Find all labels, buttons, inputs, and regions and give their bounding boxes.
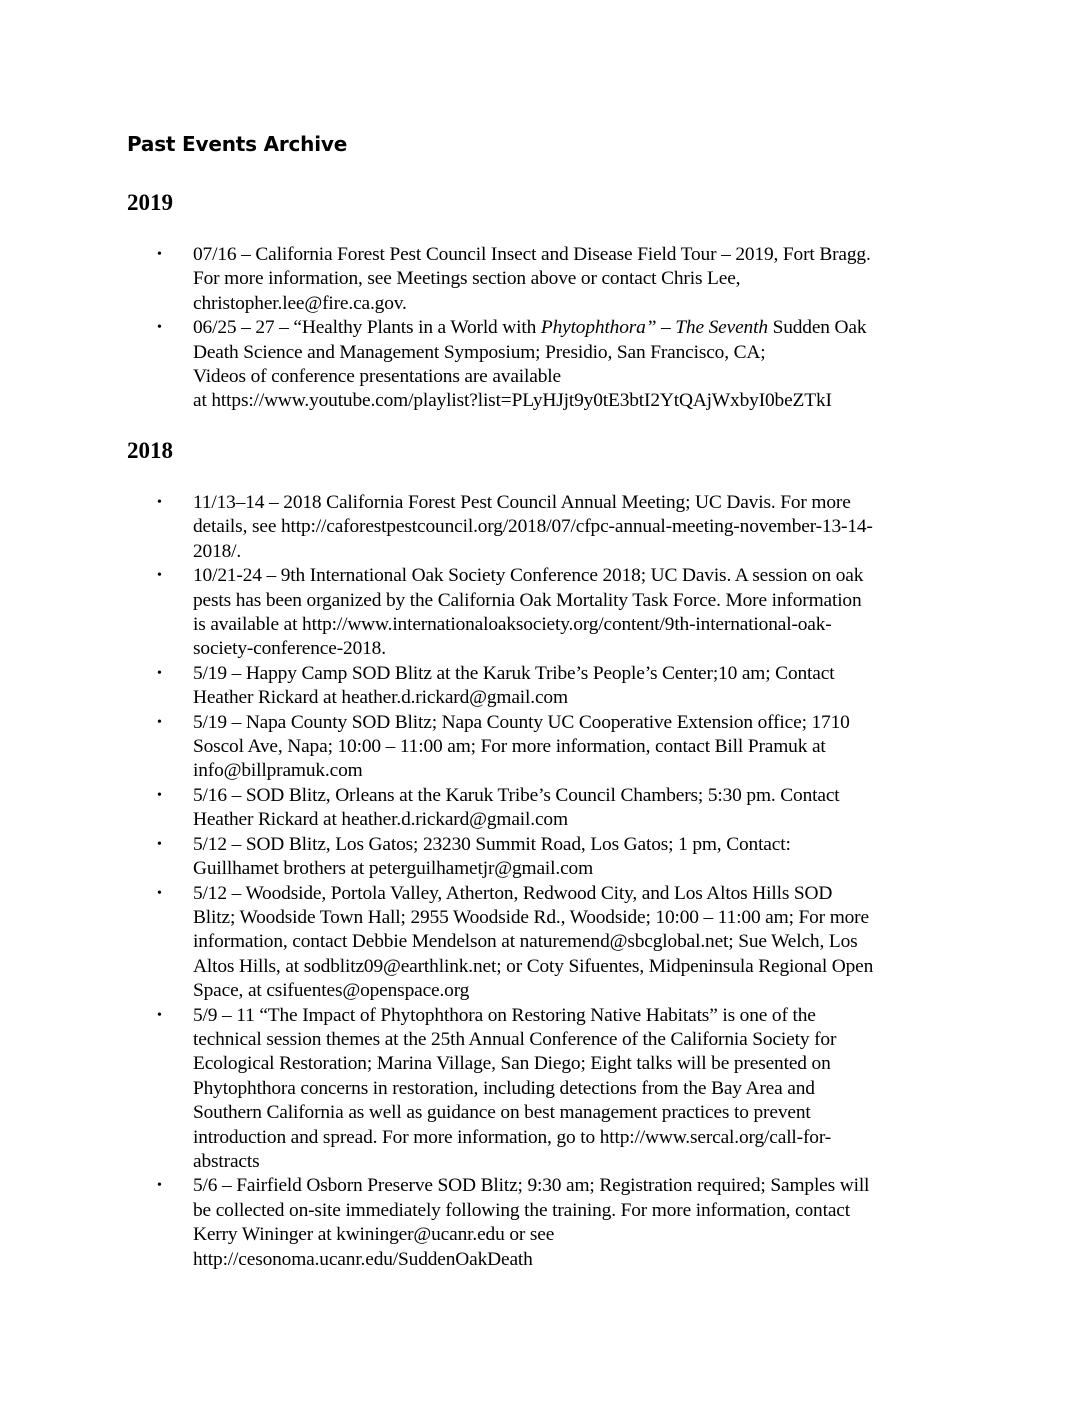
event-text-line: info@billpramuk.com bbox=[193, 760, 363, 782]
event-text-line: 10/21-24 – 9th International Oak Society Conference 2018; UC Davis. A session on oak bbox=[193, 565, 864, 587]
bullet-icon: • bbox=[157, 714, 162, 730]
event-item bbox=[127, 882, 965, 1004]
event-text-line: Space, at csifuentes@openspace.org bbox=[193, 980, 470, 1002]
event-text-line: Videos of conference presentations are available bbox=[193, 366, 561, 388]
event-text-line: 5/19 – Happy Camp SOD Blitz at the Karuk Tribe’s People’s Center;10 am; Contact bbox=[193, 662, 835, 684]
event-item bbox=[127, 316, 965, 414]
bullet-icon: • bbox=[157, 320, 162, 336]
event-text-line: Southern California as well as guidance on best management practices to prevent bbox=[193, 1102, 811, 1124]
event-item bbox=[127, 784, 965, 833]
event-text-line: 2018/. bbox=[193, 540, 242, 562]
event-item bbox=[127, 491, 965, 564]
section-2018 bbox=[127, 437, 967, 1272]
event-text-line: Ecological Restoration; Marina Village, San Diego; Eight talks will be presented on bbox=[193, 1053, 831, 1075]
event-list bbox=[127, 491, 967, 1272]
event-text-line: be collected on-site immediately following the training. For more information, contact bbox=[193, 1199, 850, 1221]
event-text-line: Altos Hills, at sodblitz09@earthlink.net; or Coty Sifuentes, Midpeninsula Regional Open bbox=[193, 955, 874, 977]
event-text-line: 5/19 – Napa County SOD Blitz; Napa County UC Cooperative Extension office; 1710 bbox=[193, 711, 850, 733]
bullet-icon: • bbox=[157, 1178, 162, 1194]
event-item bbox=[127, 243, 965, 316]
event-item bbox=[127, 1174, 965, 1272]
event-text-line: details, see http://caforestpestcouncil.org/2018/07/cfpc-annual-meeting-november-13-14- bbox=[193, 516, 873, 538]
event-text-line: society-conference-2018. bbox=[193, 638, 386, 660]
event-text-line: Blitz; Woodside Town Hall; 2955 Woodside Rd., Woodside; 10:00 – 11:00 am; For more bbox=[193, 906, 869, 928]
event-item bbox=[127, 711, 965, 784]
event-text-line: is available at http://www.internationaloaksociety.org/content/9th-international-oak- bbox=[193, 614, 832, 636]
event-text-line: 06/25 – 27 – “Healthy Plants in a World with Phytophthora” – The Seventh Sudden Oak bbox=[193, 317, 867, 339]
bullet-icon: • bbox=[157, 787, 162, 803]
page-title: Past Events Archive bbox=[127, 132, 348, 156]
event-text-line: christopher.lee@fire.ca.gov. bbox=[193, 292, 407, 314]
event-text-line: information, contact Debbie Mendelson at naturemend@sbcglobal.net; Sue Welch, Los bbox=[193, 931, 858, 953]
bullet-icon: • bbox=[157, 885, 162, 901]
year-heading: 2018 bbox=[127, 438, 173, 463]
year-heading: 2019 bbox=[127, 190, 173, 215]
section-2019 bbox=[127, 189, 967, 414]
event-text-line: http://cesonoma.ucanr.edu/SuddenOakDeath bbox=[193, 1248, 533, 1270]
event-text-line: Phytophthora concerns in restoration, including detections from the Bay Area and bbox=[193, 1077, 815, 1099]
bullet-icon: • bbox=[157, 1007, 162, 1023]
event-text-line: Guillhamet brothers at peterguilhametjr@gmail.com bbox=[193, 858, 594, 880]
bullet-icon: • bbox=[157, 568, 162, 584]
bullet-icon: • bbox=[157, 247, 162, 262]
event-item bbox=[127, 1004, 965, 1175]
event-text-line: 5/16 – SOD Blitz, Orleans at the Karuk Tribe’s Council Chambers; 5:30 pm. Contact bbox=[193, 784, 840, 806]
event-text-line: Kerry Wininger at kwininger@ucanr.edu or see bbox=[193, 1224, 555, 1246]
event-text-line: introduction and spread. For more information, go to http://www.sercal.org/call-for- bbox=[193, 1126, 832, 1148]
event-text-line: Heather Rickard at heather.d.rickard@gmail.com bbox=[193, 809, 568, 831]
event-text-line: Soscol Ave, Napa; 10:00 – 11:00 am; For more information, contact Bill Pramuk at bbox=[193, 736, 826, 758]
event-text-line: abstracts bbox=[193, 1150, 260, 1172]
event-item bbox=[127, 833, 965, 882]
event-text-line: 5/9 – 11 “The Impact of Phytophthora on Restoring Native Habitats” is one of the bbox=[193, 1004, 816, 1026]
bullet-icon: • bbox=[157, 836, 162, 852]
event-item bbox=[127, 564, 965, 662]
event-text-line: Heather Rickard at heather.d.rickard@gmail.com bbox=[193, 687, 568, 709]
event-text-line: pests has been organized by the California Oak Mortality Task Force. More information bbox=[193, 589, 862, 611]
event-text-line: at https://www.youtube.com/playlist?list=PLyHJjt9y0tE3btI2YtQAjWxbyI0beZTkI bbox=[193, 390, 832, 412]
event-text-line: Death Science and Management Symposium; Presidio, San Francisco, CA; bbox=[193, 341, 766, 363]
event-text-line: 11/13–14 – 2018 California Forest Pest Council Annual Meeting; UC Davis. For more bbox=[193, 492, 851, 513]
event-text-line: 5/12 – SOD Blitz, Los Gatos; 23230 Summit Road, Los Gatos; 1 pm, Contact: bbox=[193, 833, 791, 855]
event-text-line: 5/12 – Woodside, Portola Valley, Atherton, Redwood City, and Los Altos Hills SOD bbox=[193, 882, 833, 904]
event-list bbox=[127, 243, 967, 414]
event-text-line: 5/6 – Fairfield Osborn Preserve SOD Blitz; 9:30 am; Registration required; Samples will bbox=[193, 1175, 870, 1197]
event-item bbox=[127, 662, 965, 711]
bullet-icon: • bbox=[157, 665, 162, 681]
event-text-line: For more information, see Meetings section above or contact Chris Lee, bbox=[193, 268, 741, 290]
bullet-icon: • bbox=[157, 495, 162, 510]
event-text-line: technical session themes at the 25th Annual Conference of the California Society for bbox=[193, 1028, 837, 1050]
event-text-line: 07/16 – California Forest Pest Council Insect and Disease Field Tour – 2019, Fort Bragg. bbox=[193, 244, 871, 265]
